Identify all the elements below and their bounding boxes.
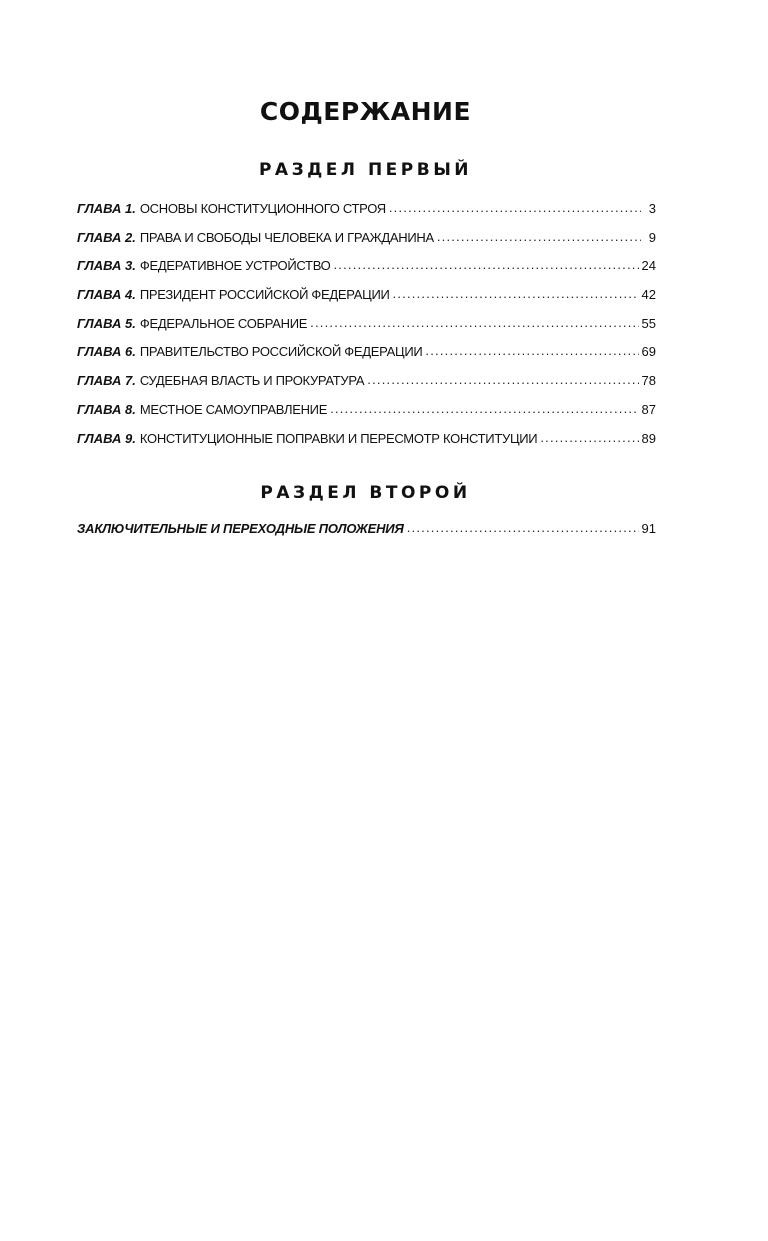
entry-title: ЗАКЛЮЧИТЕЛЬНЫЕ И ПЕРЕХОДНЫЕ ПОЛОЖЕНИЯ bbox=[77, 521, 404, 536]
page-number: 24 bbox=[641, 258, 656, 274]
chapter-label: ГЛАВА 8. bbox=[77, 401, 136, 417]
chapter-title: КОНСТИТУЦИОННЫЕ ПОПРАВКИ И ПЕРЕСМОТР КОНСТИТУЦИИ bbox=[139, 430, 538, 446]
toc-entry-chapter-7[interactable] bbox=[77, 372, 656, 401]
toc-entry-chapter-8[interactable] bbox=[77, 401, 656, 430]
dot-leader bbox=[540, 430, 638, 443]
dot-leader bbox=[389, 200, 641, 213]
chapter-label: ГЛАВА 1. bbox=[77, 201, 136, 216]
toc-list-section-1 bbox=[77, 200, 656, 458]
toc-list-section-2 bbox=[77, 520, 656, 549]
chapter-title: ФЕДЕРАЛЬНОЕ СОБРАНИЕ bbox=[139, 315, 308, 331]
section-heading-second: РАЗДЕЛ ВТОРОЙ bbox=[260, 483, 471, 503]
dot-leader bbox=[330, 401, 638, 414]
chapter-title: ПРАВИТЕЛЬСТВО РОССИЙСКОЙ ФЕДЕРАЦИИ bbox=[139, 344, 423, 360]
page-number: 87 bbox=[641, 401, 656, 417]
toc-entry-chapter-6[interactable] bbox=[77, 343, 656, 372]
dot-leader bbox=[407, 520, 639, 533]
page-number: 91 bbox=[641, 521, 656, 536]
chapter-title: СУДЕБНАЯ ВЛАСТЬ И ПРОКУРАТУРА bbox=[139, 373, 365, 389]
chapter-title: ФЕДЕРАТИВНОЕ УСТРОЙСТВО bbox=[139, 258, 331, 274]
toc-entry-chapter-4[interactable] bbox=[77, 286, 656, 315]
chapter-label: ГЛАВА 4. bbox=[77, 287, 136, 303]
dot-leader bbox=[393, 286, 639, 299]
chapter-title: ПРЕЗИДЕНТ РОССИЙСКОЙ ФЕДЕРАЦИИ bbox=[139, 287, 390, 303]
page-number: 78 bbox=[641, 373, 656, 389]
chapter-label: ГЛАВА 3. bbox=[77, 258, 136, 274]
page-number: 3 bbox=[648, 201, 656, 216]
page-number: 69 bbox=[641, 344, 656, 360]
dot-leader bbox=[333, 257, 638, 270]
chapter-label: ГЛАВА 5. bbox=[77, 315, 136, 331]
dot-leader bbox=[437, 229, 641, 242]
toc-entry-chapter-9[interactable] bbox=[77, 430, 656, 459]
chapter-title: ОСНОВЫ КОНСТИТУЦИОННОГО СТРОЯ bbox=[139, 201, 386, 216]
chapter-label: ГЛАВА 2. bbox=[77, 229, 136, 245]
page-number: 89 bbox=[641, 430, 656, 446]
page-number: 42 bbox=[641, 287, 656, 303]
toc-entry-final-provisions[interactable] bbox=[77, 520, 656, 549]
dot-leader bbox=[425, 343, 638, 356]
toc-entry-chapter-1[interactable] bbox=[77, 200, 656, 229]
chapter-label: ГЛАВА 6. bbox=[77, 344, 136, 360]
dot-leader bbox=[310, 315, 638, 328]
chapter-title: ПРАВА И СВОБОДЫ ЧЕЛОВЕКА И ГРАЖДАНИНА bbox=[139, 229, 434, 245]
section-heading-first: РАЗДЕЛ ПЕРВЫЙ bbox=[258, 160, 473, 180]
dot-leader bbox=[367, 372, 638, 385]
page-number: 55 bbox=[641, 315, 656, 331]
chapter-label: ГЛАВА 9. bbox=[77, 430, 136, 446]
chapter-label: ГЛАВА 7. bbox=[77, 373, 136, 389]
toc-entry-chapter-5[interactable] bbox=[77, 315, 656, 344]
toc-entry-chapter-3[interactable] bbox=[77, 257, 656, 286]
toc-entry-chapter-2[interactable] bbox=[77, 229, 656, 258]
chapter-title: МЕСТНОЕ САМОУПРАВЛЕНИЕ bbox=[139, 401, 328, 417]
page-number: 9 bbox=[648, 229, 656, 245]
page-title: СОДЕРЖАНИЕ bbox=[259, 97, 472, 126]
